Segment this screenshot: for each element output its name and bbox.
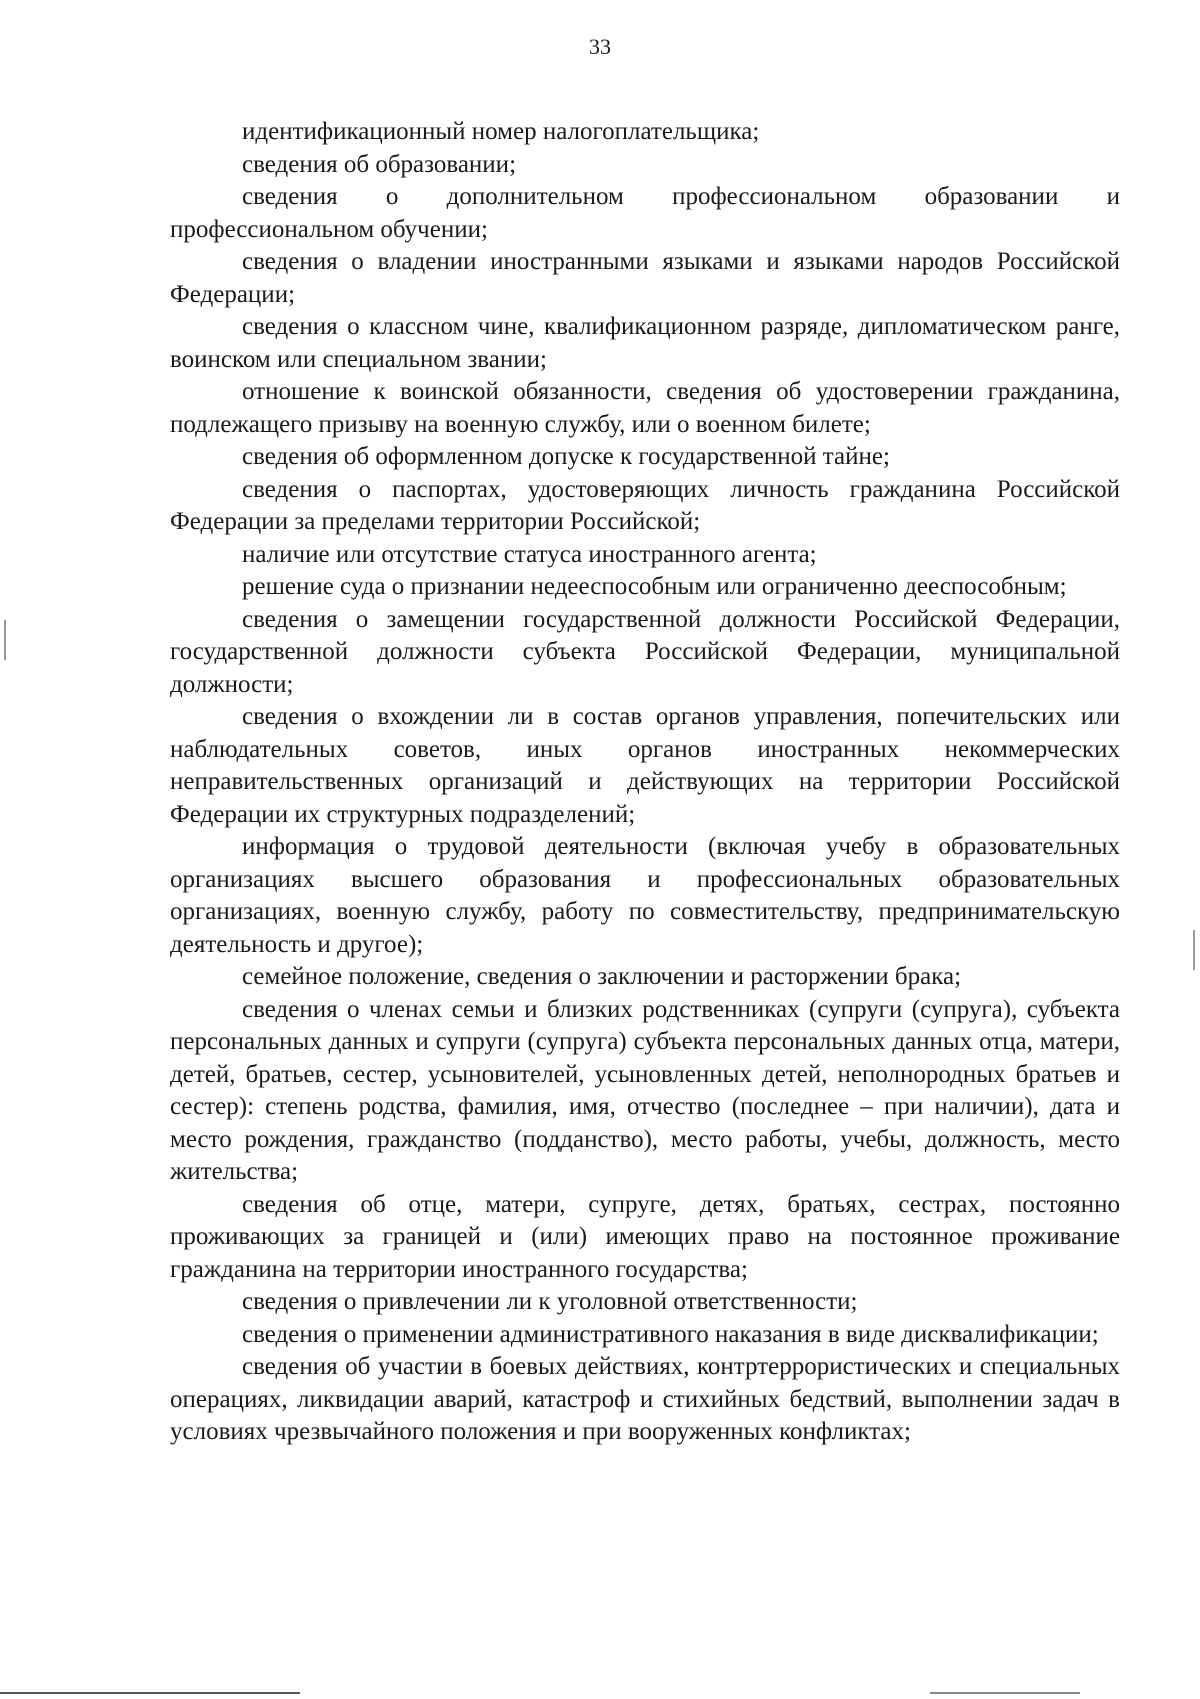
scan-edge-line xyxy=(930,1692,1080,1694)
list-item: сведения о дополнительном профессиональном образовании и профессиональном обучении; xyxy=(170,183,1120,243)
list-item: сведения о замещении государственной должности Российской Федерации, государственной должности субъекта Российской Федерации, муниципальной должности; xyxy=(170,605,1120,698)
page-number: 33 xyxy=(589,34,611,59)
list-item: сведения о классном чине, квалификационном разряде, дипломатическом ранге, воинском или специальном звании; xyxy=(170,313,1120,373)
list-item: сведения о владении иностранными языками и языками народов Российской Федерации; xyxy=(170,248,1120,308)
scan-edge-line xyxy=(0,1692,300,1694)
list-item: сведения об участии в боевых действиях, контртеррористических и специальных операциях, ликвидации аварий, катастроф и стихийных бедствий, выполнении задач в условиях чрезвычайного положения и при вооруженных конфликтах; xyxy=(170,1353,1120,1445)
list-item: идентификационный номер налогоплательщика; xyxy=(242,118,760,145)
list-item: сведения о паспортах, удостоверяющих личность гражданина Российской Федерации за пределами территории Российской; xyxy=(170,475,1120,535)
list-item: сведения об отце, матери, супруге, детях, братьях, сестрах, постоянно проживающих за границей и (или) имеющих право на постоянное проживание гражданина на территории иностранного государства; xyxy=(170,1190,1120,1283)
document-body xyxy=(170,116,1120,1449)
list-item: сведения о привлечении ли к уголовной ответственности; xyxy=(242,1288,858,1315)
list-item: семейное положение, сведения о заключении и расторжении брака; xyxy=(242,963,962,990)
list-item: сведения о применении административного наказания в виде дисквалификации; xyxy=(242,1320,1099,1348)
list-item: отношение к воинской обязанности, сведения об удостоверении гражданина, подлежащего призыву на военную службу, или о военном билете; xyxy=(170,378,1120,438)
list-item: решение суда о признании недееспособным или ограниченно дееспособным; xyxy=(242,573,1067,600)
list-item: информация о трудовой деятельности (включая учебу в образовательных организациях высшего образования и профессиональных образовательных организациях, военную службу, работу по совместительству, предпринимательскую деятельность и другое); xyxy=(170,833,1120,958)
list-item: сведения об оформленном допуске к государственной тайне; xyxy=(242,443,890,470)
scan-speck xyxy=(1193,930,1195,970)
scan-speck xyxy=(4,620,6,660)
list-item: сведения о вхождении ли в состав органов управления, попечительских или наблюдательных советов, иных органов иностранных некоммерческих неправительственных организаций и действующих на территории Российской Федерации их структурных подразделений; xyxy=(170,703,1120,828)
list-item: сведения об образовании; xyxy=(242,150,517,178)
list-item: сведения о членах семьи и близких родственниках (супруги (супруга), субъекта персональных данных и супруги (супруга) субъекта персональных данных отца, матери, детей, братьев, сестер, усыновителей, усыновленных детей, неполнородных братьев и сестер): степень родства, фамилия, имя, отчество (последнее – при наличии), дата и место рождения, гражданство (подданство), место работы, учебы, должность, место жительства; xyxy=(170,995,1120,1185)
list-item: наличие или отсутствие статуса иностранного агента; xyxy=(242,540,817,568)
